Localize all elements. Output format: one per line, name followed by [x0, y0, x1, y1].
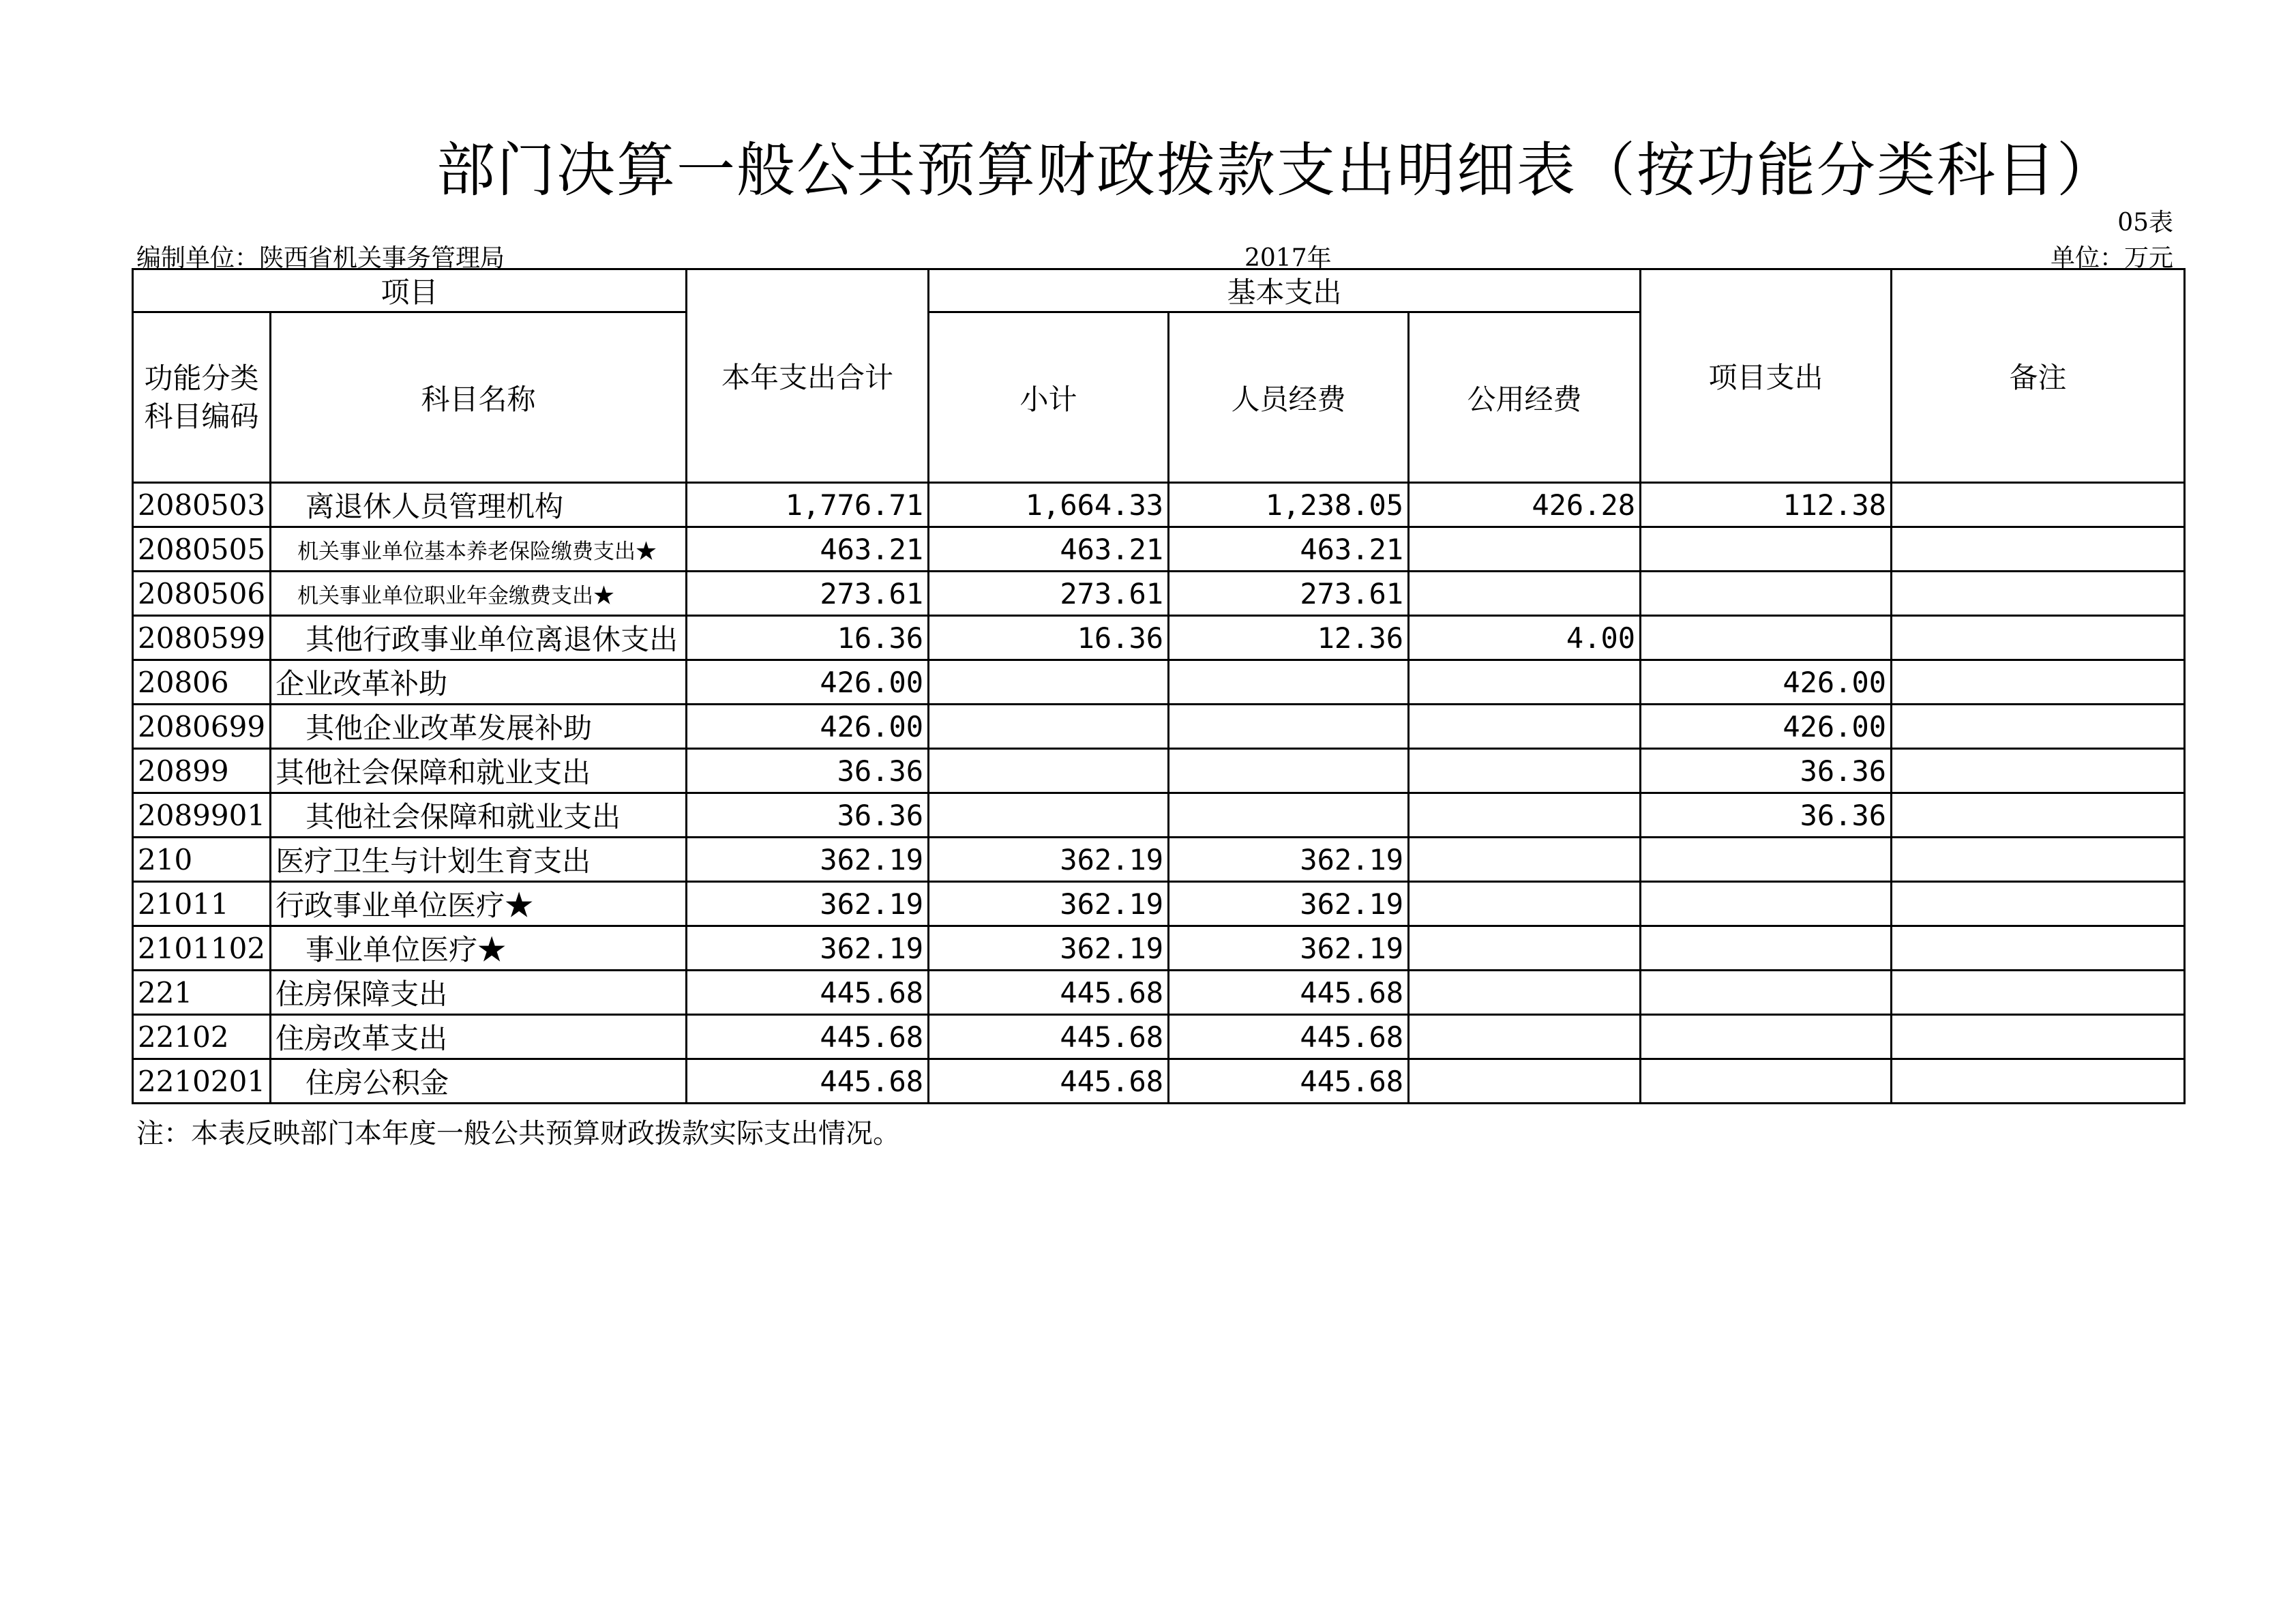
header-personnel: 人员经费 [1169, 312, 1409, 483]
remark-cell [1892, 527, 2185, 572]
name-cell: 事业单位医疗★ [271, 926, 687, 971]
code-cell: 2210201 [133, 1059, 271, 1104]
name-cell: 住房改革支出 [271, 1015, 687, 1059]
personnel-cell: 1,238.05 [1169, 483, 1409, 527]
public-cell: 4.00 [1409, 616, 1641, 660]
code-cell: 20899 [133, 749, 271, 793]
personnel-cell [1169, 660, 1409, 705]
subtotal-cell: 463.21 [929, 527, 1169, 572]
project-cell [1641, 527, 1892, 572]
name-cell: 住房保障支出 [271, 971, 687, 1015]
name-cell: 其他社会保障和就业支出 [271, 793, 687, 838]
personnel-cell: 445.68 [1169, 971, 1409, 1015]
public-cell [1409, 1059, 1641, 1104]
org-label: 编制单位：陕西省机关事务管理局 [136, 244, 505, 272]
page-title: 部门决算一般公共预算财政拨款支出明细表（按功能分类科目） [436, 136, 2117, 205]
personnel-cell [1169, 749, 1409, 793]
table-row [133, 971, 2185, 1015]
project-cell: 36.36 [1641, 749, 1892, 793]
table-row [133, 882, 2185, 926]
project-cell: 426.00 [1641, 705, 1892, 749]
subtotal-cell: 273.61 [929, 572, 1169, 616]
remark-cell [1892, 926, 2185, 971]
personnel-cell: 362.19 [1169, 926, 1409, 971]
public-cell [1409, 705, 1641, 749]
table-row [133, 926, 2185, 971]
subtotal-cell: 445.68 [929, 971, 1169, 1015]
personnel-cell [1169, 705, 1409, 749]
year-label: 2017年 [1244, 244, 1332, 272]
remark-cell [1892, 971, 2185, 1015]
subtotal-cell: 362.19 [929, 926, 1169, 971]
subtotal-cell: 16.36 [929, 616, 1169, 660]
total-cell: 362.19 [687, 926, 929, 971]
subtotal-cell [929, 660, 1169, 705]
code-cell: 2089901 [133, 793, 271, 838]
code-cell: 2080503 [133, 483, 271, 527]
header-subtotal: 小计 [929, 312, 1169, 483]
public-cell [1409, 793, 1641, 838]
header-remark: 备注 [1892, 269, 2185, 483]
total-cell: 362.19 [687, 882, 929, 926]
table-row [133, 705, 2185, 749]
remark-cell [1892, 660, 2185, 705]
total-cell: 362.19 [687, 838, 929, 882]
public-cell [1409, 971, 1641, 1015]
total-cell: 445.68 [687, 1059, 929, 1104]
public-cell: 426.28 [1409, 483, 1641, 527]
project-cell [1641, 1059, 1892, 1104]
personnel-cell: 273.61 [1169, 572, 1409, 616]
table-row [133, 1015, 2185, 1059]
project-cell: 426.00 [1641, 660, 1892, 705]
project-cell [1641, 616, 1892, 660]
total-cell: 463.21 [687, 527, 929, 572]
header-project: 项目支出 [1641, 269, 1892, 483]
header-basic: 基本支出 [929, 269, 1641, 312]
project-cell [1641, 971, 1892, 1015]
project-cell [1641, 572, 1892, 616]
code-cell: 2080505 [133, 527, 271, 572]
table-row [133, 793, 2185, 838]
remark-cell [1892, 616, 2185, 660]
remark-cell [1892, 793, 2185, 838]
project-cell [1641, 1015, 1892, 1059]
code-cell: 2101102 [133, 926, 271, 971]
total-cell: 36.36 [687, 793, 929, 838]
project-cell [1641, 882, 1892, 926]
total-cell: 426.00 [687, 705, 929, 749]
name-cell: 离退休人员管理机构 [271, 483, 687, 527]
header-code: 功能分类科目编码 [133, 312, 271, 483]
name-cell: 住房公积金 [271, 1059, 687, 1104]
code-cell: 210 [133, 838, 271, 882]
name-cell: 其他社会保障和就业支出 [271, 749, 687, 793]
subtotal-cell: 362.19 [929, 838, 1169, 882]
total-cell: 1,776.71 [687, 483, 929, 527]
subtotal-cell [929, 793, 1169, 838]
subtotal-cell [929, 749, 1169, 793]
code-cell: 2080506 [133, 572, 271, 616]
remark-cell [1892, 572, 2185, 616]
code-cell: 2080599 [133, 616, 271, 660]
unit-label: 单位：万元 [2050, 244, 2173, 272]
total-cell: 36.36 [687, 749, 929, 793]
public-cell [1409, 527, 1641, 572]
public-cell [1409, 926, 1641, 971]
subtotal-cell: 1,664.33 [929, 483, 1169, 527]
table-row [133, 749, 2185, 793]
header-total: 本年支出合计 [687, 269, 929, 483]
total-cell: 16.36 [687, 616, 929, 660]
remark-cell [1892, 749, 2185, 793]
code-cell: 21011 [133, 882, 271, 926]
total-cell: 445.68 [687, 971, 929, 1015]
public-cell [1409, 1015, 1641, 1059]
table-row [133, 1059, 2185, 1104]
public-cell [1409, 882, 1641, 926]
public-cell [1409, 572, 1641, 616]
project-cell [1641, 838, 1892, 882]
personnel-cell [1169, 793, 1409, 838]
header-public: 公用经费 [1409, 312, 1641, 483]
name-cell: 机关事业单位基本养老保险缴费支出★ [271, 527, 687, 572]
name-cell: 企业改革补助 [271, 660, 687, 705]
remark-cell [1892, 1059, 2185, 1104]
total-cell: 426.00 [687, 660, 929, 705]
table-row [133, 616, 2185, 660]
project-cell: 112.38 [1641, 483, 1892, 527]
public-cell [1409, 838, 1641, 882]
subtotal-cell: 445.68 [929, 1059, 1169, 1104]
remark-cell [1892, 882, 2185, 926]
total-cell: 445.68 [687, 1015, 929, 1059]
personnel-cell: 463.21 [1169, 527, 1409, 572]
personnel-cell: 12.36 [1169, 616, 1409, 660]
personnel-cell: 445.68 [1169, 1059, 1409, 1104]
project-cell: 36.36 [1641, 793, 1892, 838]
code-cell: 221 [133, 971, 271, 1015]
subtotal-cell: 445.68 [929, 1015, 1169, 1059]
sheet-number: 05表 [2117, 209, 2173, 237]
header-item: 项目 [133, 269, 687, 312]
table-row [133, 483, 2185, 527]
name-cell: 医疗卫生与计划生育支出 [271, 838, 687, 882]
table-row [133, 572, 2185, 616]
remark-cell [1892, 705, 2185, 749]
remark-cell [1892, 1015, 2185, 1059]
code-cell: 2080699 [133, 705, 271, 749]
code-cell: 20806 [133, 660, 271, 705]
remark-cell [1892, 838, 2185, 882]
name-cell: 机关事业单位职业年金缴费支出★ [271, 572, 687, 616]
personnel-cell: 362.19 [1169, 838, 1409, 882]
name-cell: 其他行政事业单位离退休支出 [271, 616, 687, 660]
personnel-cell: 362.19 [1169, 882, 1409, 926]
footnote: 注：本表反映部门本年度一般公共预算财政拨款实际支出情况。 [136, 1118, 900, 1149]
table-row [133, 660, 2185, 705]
personnel-cell: 445.68 [1169, 1015, 1409, 1059]
remark-cell [1892, 483, 2185, 527]
total-cell: 273.61 [687, 572, 929, 616]
table-row [133, 838, 2185, 882]
table-row [133, 527, 2185, 572]
public-cell [1409, 749, 1641, 793]
expenditure-table [132, 268, 2186, 1104]
name-cell: 其他企业改革发展补助 [271, 705, 687, 749]
subtotal-cell [929, 705, 1169, 749]
code-cell: 22102 [133, 1015, 271, 1059]
subtotal-cell: 362.19 [929, 882, 1169, 926]
public-cell [1409, 660, 1641, 705]
project-cell [1641, 926, 1892, 971]
name-cell: 行政事业单位医疗★ [271, 882, 687, 926]
header-name: 科目名称 [271, 312, 687, 483]
